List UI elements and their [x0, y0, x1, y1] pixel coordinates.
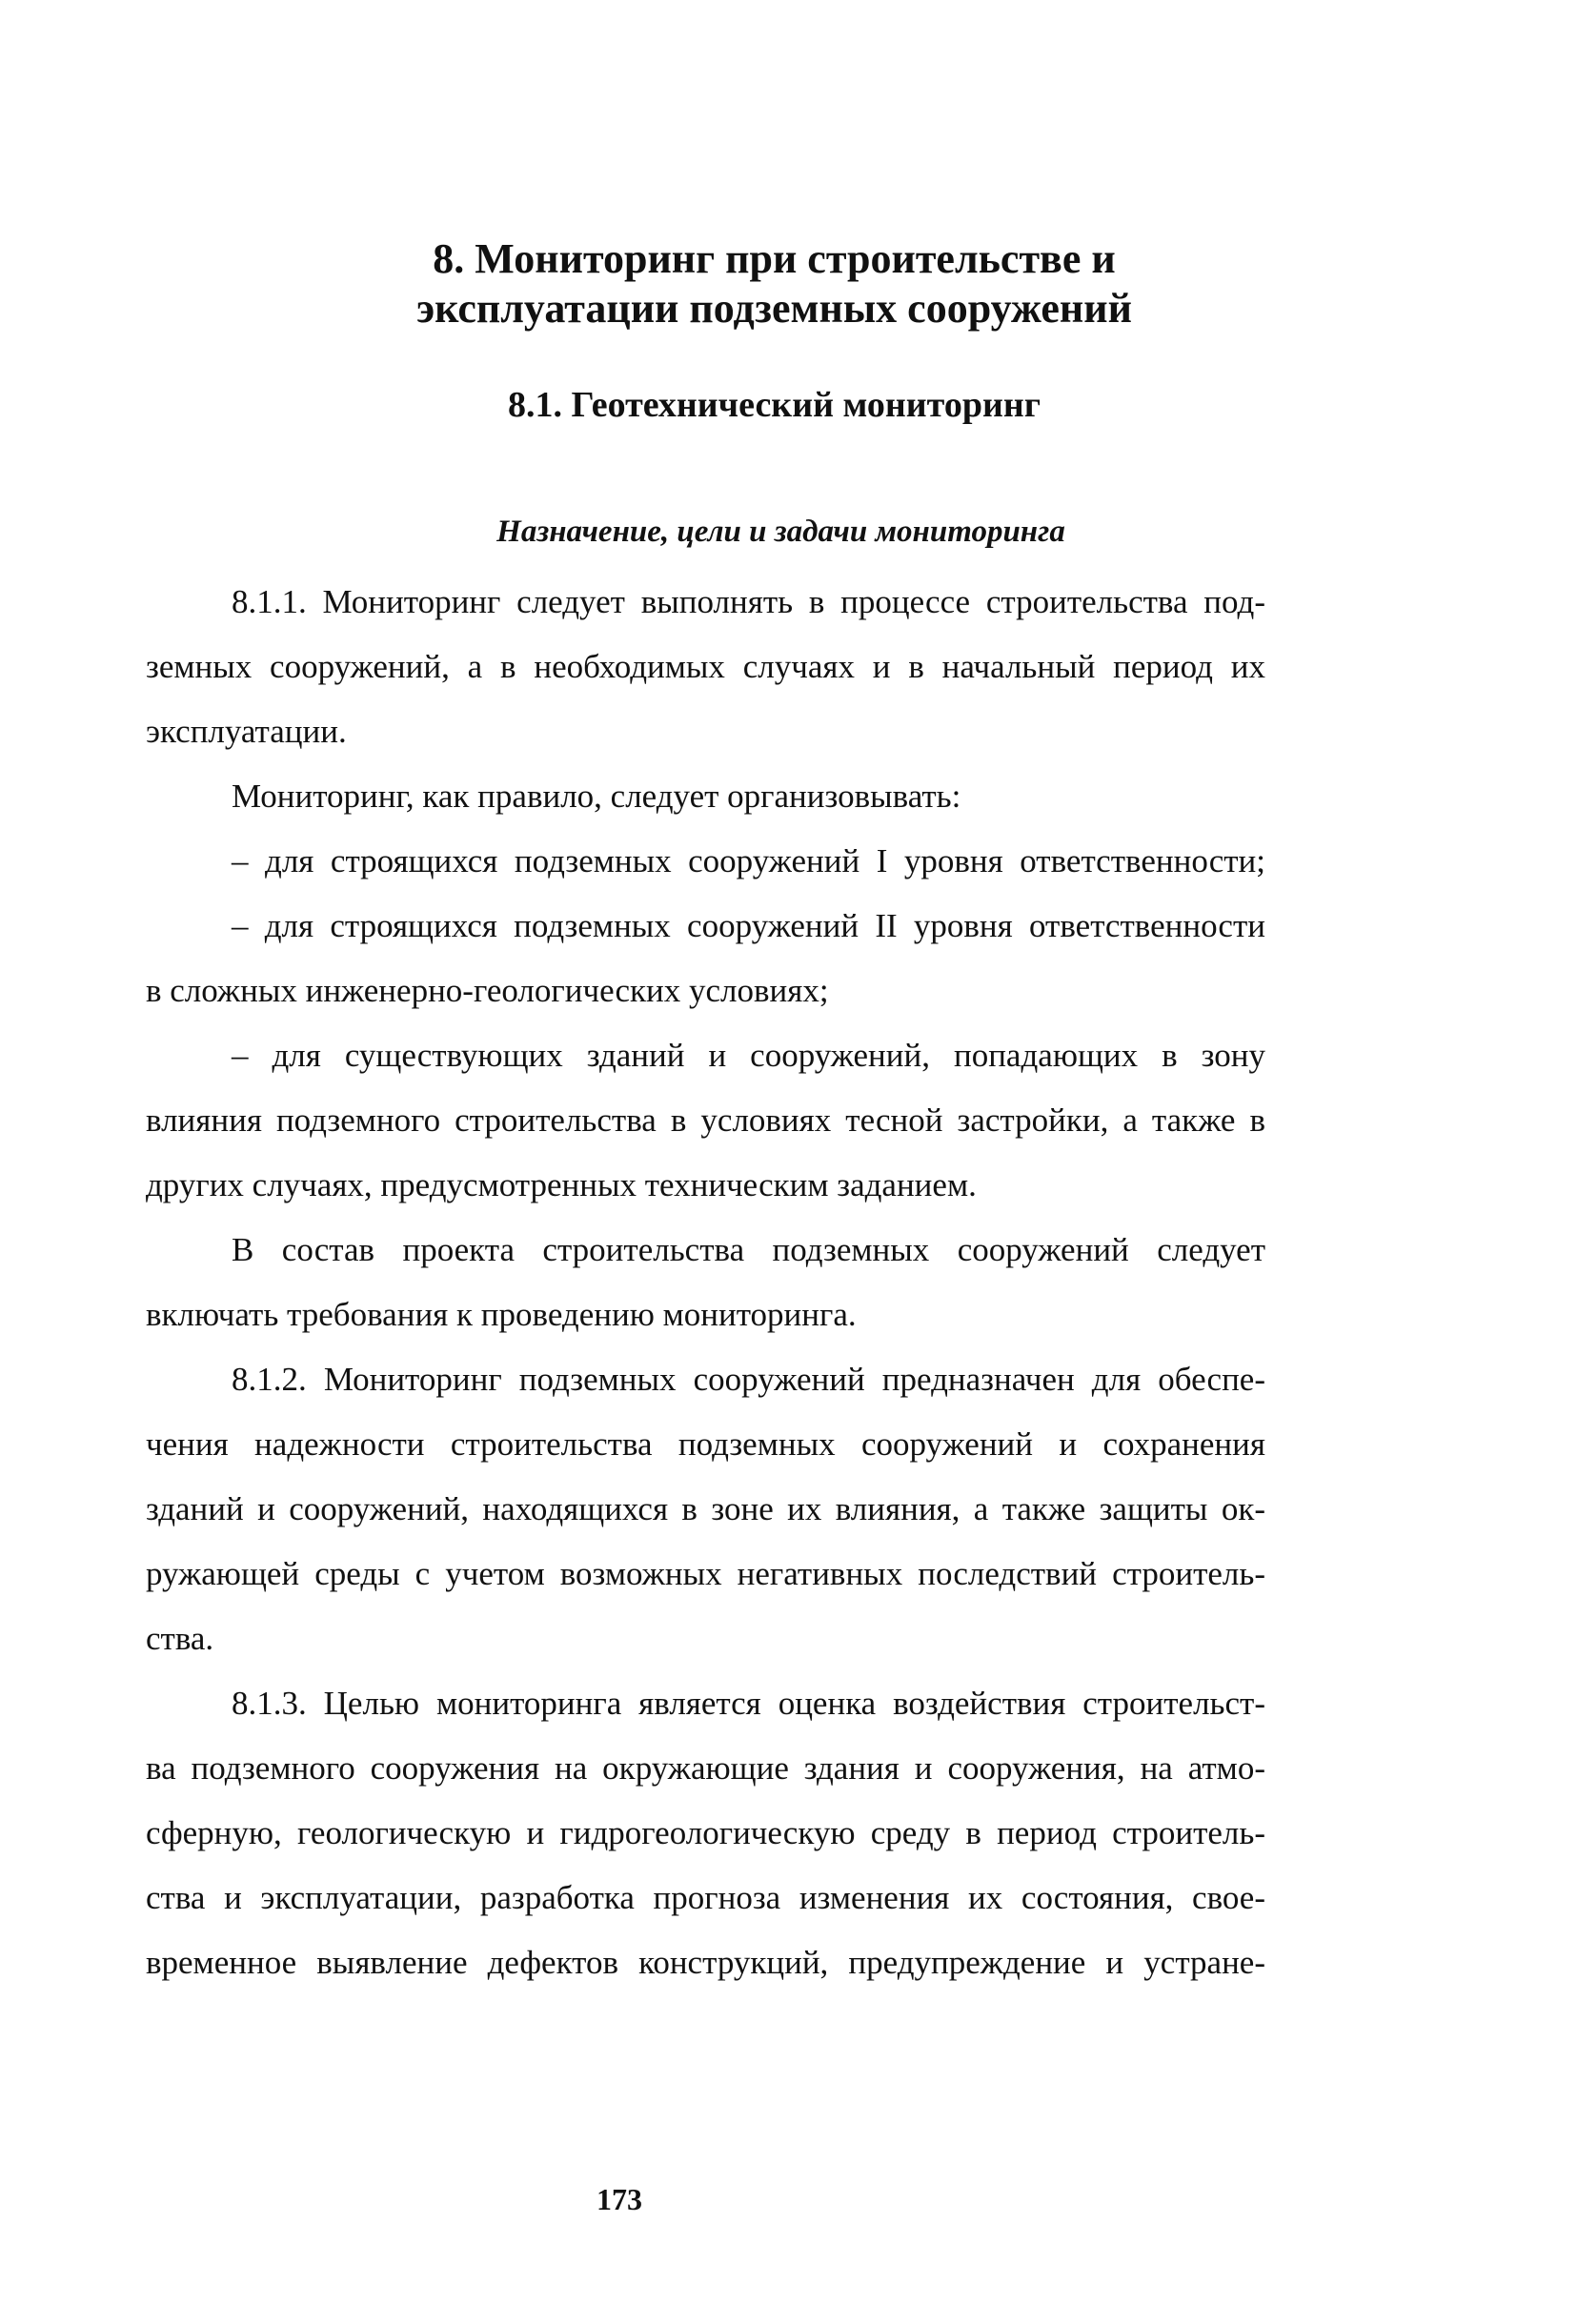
text-line: Мониторинг, как правило, следует организовывать:	[232, 778, 961, 815]
text-line: – для строящихся подземных сооружений II уровня ответственности	[232, 907, 1265, 944]
body-text	[146, 570, 1265, 1995]
text-line: 8.1.2. Мониторинг подземных сооружений предназначен для обеспе-	[232, 1361, 1265, 1398]
text-line: – для строящихся подземных сооружений I уровня ответственности;	[232, 842, 1265, 879]
text-line: земных сооружений, а в необходимых случаях и в начальный период их	[146, 648, 1265, 685]
chapter-title-line-1: 8. Мониторинг при строительстве и	[433, 235, 1116, 282]
text-line: других случаях, предусмотренных техническим заданием.	[146, 1166, 977, 1203]
text-line: эксплуатации.	[146, 713, 347, 750]
page-number: 173	[596, 2182, 642, 2216]
text-line: ства.	[146, 1620, 214, 1657]
section-title: 8.1. Геотехнический мониторинг	[507, 385, 1041, 425]
text-line: сферную, геологическую и гидрогеологическую среду в период строитель-	[146, 1814, 1265, 1851]
text-line: – для существующих зданий и сооружений, попадающих в зону	[232, 1037, 1265, 1074]
text-line: чения надежности строительства подземных сооружений и сохранения	[146, 1425, 1265, 1463]
text-line: включать требования к проведению мониторинга.	[146, 1296, 857, 1333]
text-line: временное выявление дефектов конструкций, предупреждение и устране-	[146, 1944, 1265, 1981]
text-line: ва подземного сооружения на окружающие здания и сооружения, на атмо-	[146, 1749, 1265, 1787]
subsection-title: Назначение, цели и задачи мониторинга	[496, 515, 1065, 549]
text-line: 8.1.3. Целью мониторинга является оценка воздействия строительст-	[232, 1685, 1265, 1722]
text-line: в сложных инженерно-геологических условиях;	[146, 972, 829, 1009]
text-line: В состав проекта строительства подземных сооружений следует	[232, 1231, 1265, 1268]
text-line: ства и эксплуатации, разработка прогноза изменения их состояния, свое-	[146, 1879, 1265, 1916]
text-line: ружающей среды с учетом возможных негативных последствий строитель-	[146, 1555, 1265, 1592]
text-line: 8.1.1. Мониторинг следует выполнять в процессе строительства под-	[232, 583, 1265, 620]
text-line: зданий и сооружений, находящихся в зоне их влияния, а также защиты ок-	[146, 1490, 1265, 1527]
text-line: влияния подземного строительства в условиях тесной застройки, а также в	[146, 1101, 1265, 1139]
chapter-title-line-2: эксплуатации подземных сооружений	[416, 285, 1132, 332]
